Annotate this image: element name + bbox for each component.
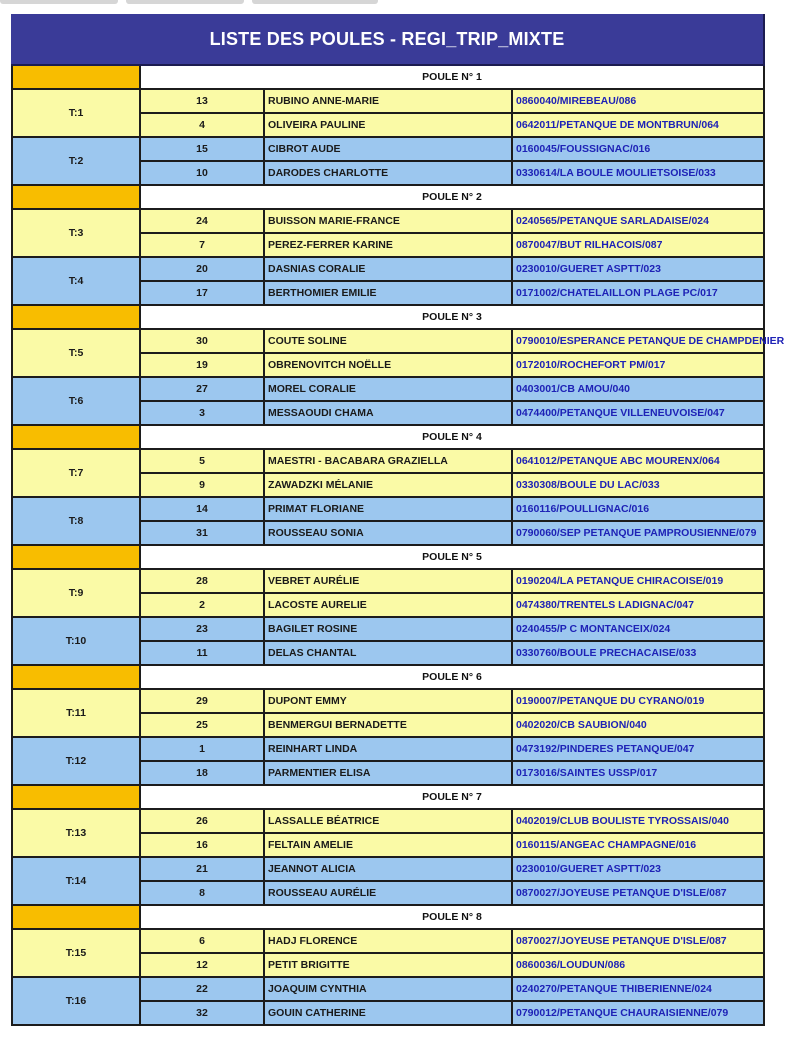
player-club: 0870047/BUT RILHACOIS/087 [513, 234, 765, 258]
poule-title: POULE N° 2 [141, 186, 765, 210]
poule-title: POULE N° 8 [141, 906, 765, 930]
player-number: 12 [141, 954, 265, 978]
player-number: 2 [141, 594, 265, 618]
toolbar-tab[interactable] [252, 0, 378, 4]
player-club: 0190204/LA PETANQUE CHIRACOISE/019 [513, 570, 765, 594]
player-number: 25 [141, 714, 265, 738]
player-number: 16 [141, 834, 265, 858]
player-club: 0330614/LA BOULE MOULIETSOISE/033 [513, 162, 765, 186]
player-club: 0870027/JOYEUSE PETANQUE D'ISLE/087 [513, 930, 765, 954]
player-number: 27 [141, 378, 265, 402]
player-name: LACOSTE AURELIE [265, 594, 513, 618]
player-name: ZAWADZKI MÉLANIE [265, 474, 513, 498]
poule-title: POULE N° 3 [141, 306, 765, 330]
poule-header-row [11, 66, 765, 90]
team-group [11, 930, 765, 978]
player-club: 0860040/MIREBEAU/086 [513, 90, 765, 114]
player-name: REINHART LINDA [265, 738, 513, 762]
team-label: T:11 [11, 690, 141, 738]
player-club: 0240565/PETANQUE SARLADAISE/024 [513, 210, 765, 234]
player-number: 7 [141, 234, 265, 258]
player-number: 1 [141, 738, 265, 762]
team-label: T:12 [11, 738, 141, 786]
player-name: MOREL CORALIE [265, 378, 513, 402]
player-club: 0474400/PETANQUE VILLENEUVOISE/047 [513, 402, 765, 426]
poule-title: POULE N° 4 [141, 426, 765, 450]
player-number: 19 [141, 354, 265, 378]
team-label: T:14 [11, 858, 141, 906]
player-club: 0172010/ROCHEFORT PM/017 [513, 354, 765, 378]
player-club: 0790060/SEP PETANQUE PAMPROUSIENNE/079 [513, 522, 765, 546]
player-name: PRIMAT FLORIANE [265, 498, 513, 522]
team-group [11, 138, 765, 186]
toolbar-tab[interactable] [126, 0, 244, 4]
player-name: FELTAIN AMELIE [265, 834, 513, 858]
player-number: 6 [141, 930, 265, 954]
player-club: 0330760/BOULE PRECHACAISE/033 [513, 642, 765, 666]
team-label: T:9 [11, 570, 141, 618]
poule-marker [11, 306, 141, 330]
player-club: 0402019/CLUB BOULISTE TYROSSAIS/040 [513, 810, 765, 834]
poule-header-row [11, 786, 765, 810]
player-number: 14 [141, 498, 265, 522]
player-name: GOUIN CATHERINE [265, 1002, 513, 1026]
toolbar-tab[interactable] [0, 0, 118, 4]
player-club: 0402020/CB SAUBION/040 [513, 714, 765, 738]
player-number: 9 [141, 474, 265, 498]
player-name: VEBRET AURÉLIE [265, 570, 513, 594]
player-number: 8 [141, 882, 265, 906]
player-number: 15 [141, 138, 265, 162]
player-number: 22 [141, 978, 265, 1002]
poule-header-row [11, 666, 765, 690]
team-label: T:5 [11, 330, 141, 378]
team-label: T:1 [11, 90, 141, 138]
player-number: 23 [141, 618, 265, 642]
poule-title: POULE N° 7 [141, 786, 765, 810]
player-club: 0230010/GUERET ASPTT/023 [513, 858, 765, 882]
team-group [11, 570, 765, 618]
player-number: 30 [141, 330, 265, 354]
player-name: MAESTRI - BACABARA GRAZIELLA [265, 450, 513, 474]
player-number: 31 [141, 522, 265, 546]
team-label: T:3 [11, 210, 141, 258]
poule-marker [11, 906, 141, 930]
poule-title: POULE N° 1 [141, 66, 765, 90]
player-club: 0790012/PETANQUE CHAURAISIENNE/079 [513, 1002, 765, 1026]
player-name: JOAQUIM CYNTHIA [265, 978, 513, 1002]
team-group [11, 90, 765, 138]
team-label: T:7 [11, 450, 141, 498]
player-name: CIBROT AUDE [265, 138, 513, 162]
player-name: OLIVEIRA PAULINE [265, 114, 513, 138]
team-label: T:2 [11, 138, 141, 186]
poule-header-row [11, 426, 765, 450]
player-number: 5 [141, 450, 265, 474]
player-number: 26 [141, 810, 265, 834]
player-name: MESSAOUDI CHAMA [265, 402, 513, 426]
player-number: 13 [141, 90, 265, 114]
team-group [11, 738, 765, 786]
poule-title: POULE N° 6 [141, 666, 765, 690]
poule-title: POULE N° 5 [141, 546, 765, 570]
player-name: JEANNOT ALICIA [265, 858, 513, 882]
player-number: 28 [141, 570, 265, 594]
player-name: BUISSON MARIE-FRANCE [265, 210, 513, 234]
poule-header-row [11, 546, 765, 570]
player-name: DARODES CHARLOTTE [265, 162, 513, 186]
poule-marker [11, 786, 141, 810]
player-name: COUTE SOLINE [265, 330, 513, 354]
player-name: HADJ FLORENCE [265, 930, 513, 954]
team-label: T:16 [11, 978, 141, 1026]
team-group [11, 690, 765, 738]
poule-marker [11, 66, 141, 90]
player-name: OBRENOVITCH NOËLLE [265, 354, 513, 378]
player-name: LASSALLE BÉATRICE [265, 810, 513, 834]
player-club: 0642011/PETANQUE DE MONTBRUN/064 [513, 114, 765, 138]
player-number: 32 [141, 1002, 265, 1026]
team-group [11, 210, 765, 258]
team-label: T:15 [11, 930, 141, 978]
player-name: PETIT BRIGITTE [265, 954, 513, 978]
player-club: 0171002/CHATELAILLON PLAGE PC/017 [513, 282, 765, 306]
player-name: ROUSSEAU SONIA [265, 522, 513, 546]
player-club: 0160116/POULLIGNAC/016 [513, 498, 765, 522]
player-name: BENMERGUI BERNADETTE [265, 714, 513, 738]
team-label: T:8 [11, 498, 141, 546]
player-name: PEREZ-FERRER KARINE [265, 234, 513, 258]
player-number: 3 [141, 402, 265, 426]
team-group [11, 810, 765, 858]
team-label: T:10 [11, 618, 141, 666]
player-number: 24 [141, 210, 265, 234]
team-group [11, 450, 765, 498]
team-label: T:4 [11, 258, 141, 306]
player-number: 11 [141, 642, 265, 666]
player-name: RUBINO ANNE-MARIE [265, 90, 513, 114]
page-title: LISTE DES POULES - REGI_TRIP_MIXTE [11, 14, 765, 66]
team-group [11, 330, 785, 378]
poule-header-row [11, 306, 765, 330]
team-group [11, 978, 765, 1026]
player-number: 4 [141, 114, 265, 138]
player-name: DASNIAS CORALIE [265, 258, 513, 282]
poule-marker [11, 426, 141, 450]
player-club: 0860036/LOUDUN/086 [513, 954, 765, 978]
team-group [11, 618, 765, 666]
poule-marker [11, 666, 141, 690]
player-club: 0641012/PETANQUE ABC MOURENX/064 [513, 450, 765, 474]
player-club: 0190007/PETANQUE DU CYRANO/019 [513, 690, 765, 714]
player-club: 0160115/ANGEAC CHAMPAGNE/016 [513, 834, 765, 858]
player-number: 21 [141, 858, 265, 882]
player-name: ROUSSEAU AURÉLIE [265, 882, 513, 906]
team-group [11, 258, 765, 306]
player-name: BAGILET ROSINE [265, 618, 513, 642]
player-name: BERTHOMIER EMILIE [265, 282, 513, 306]
player-number: 18 [141, 762, 265, 786]
player-club: 0160045/FOUSSIGNAC/016 [513, 138, 765, 162]
team-group [11, 378, 765, 426]
player-club: 0230010/GUERET ASPTT/023 [513, 258, 765, 282]
player-number: 17 [141, 282, 265, 306]
player-club: 0474380/TRENTELS LADIGNAC/047 [513, 594, 765, 618]
team-label: T:6 [11, 378, 141, 426]
player-number: 20 [141, 258, 265, 282]
player-club: 0790010/ESPERANCE PETANQUE DE CHAMPDENIER [513, 330, 765, 354]
team-group [11, 498, 765, 546]
player-club: 0240270/PETANQUE THIBERIENNE/024 [513, 978, 765, 1002]
player-club: 0870027/JOYEUSE PETANQUE D'ISLE/087 [513, 882, 765, 906]
player-club: 0403001/CB AMOU/040 [513, 378, 765, 402]
poule-marker [11, 186, 141, 210]
poules-table [11, 66, 785, 1026]
poule-marker [11, 546, 141, 570]
player-name: DELAS CHANTAL [265, 642, 513, 666]
player-club: 0173016/SAINTES USSP/017 [513, 762, 765, 786]
player-number: 29 [141, 690, 265, 714]
player-club: 0330308/BOULE DU LAC/033 [513, 474, 765, 498]
poule-header-row [11, 186, 765, 210]
player-name: PARMENTIER ELISA [265, 762, 513, 786]
poule-header-row [11, 906, 765, 930]
player-number: 10 [141, 162, 265, 186]
top-toolbar-strip [0, 0, 794, 6]
player-club: 0240455/P C MONTANCEIX/024 [513, 618, 765, 642]
player-club: 0473192/PINDERES PETANQUE/047 [513, 738, 765, 762]
team-label: T:13 [11, 810, 141, 858]
team-group [11, 858, 765, 906]
player-name: DUPONT EMMY [265, 690, 513, 714]
